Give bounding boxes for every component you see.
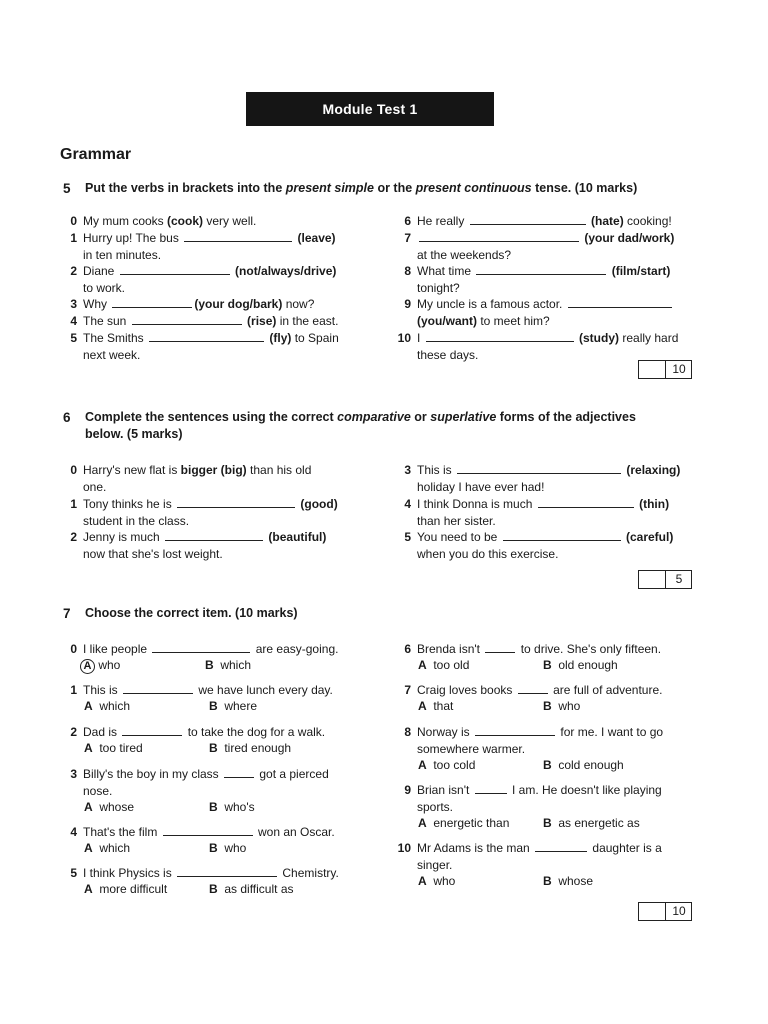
item-text-line2: at the weekends? xyxy=(417,247,512,262)
answer-blank[interactable] xyxy=(224,768,254,778)
instr-italic: present simple xyxy=(285,181,374,195)
answer-blank[interactable] xyxy=(518,684,548,694)
option-b-letter[interactable]: B xyxy=(209,882,218,896)
item-text: What time xyxy=(417,264,475,278)
option-b-text: whose xyxy=(558,874,594,888)
instr-text: Put the verbs in brackets into the xyxy=(85,181,286,195)
item-number: 1 xyxy=(70,497,77,511)
item-text: than his old xyxy=(246,463,312,477)
answer-blank[interactable] xyxy=(426,332,574,342)
option-a-letter[interactable]: A xyxy=(84,741,93,755)
verb-hint: (hate) xyxy=(591,214,624,228)
item-text: I think Physics is xyxy=(83,866,172,880)
item-text: I think Donna is much xyxy=(417,497,536,511)
option-a-letter[interactable]: A xyxy=(84,882,93,896)
option-b-letter[interactable]: B xyxy=(543,658,552,672)
answer-blank[interactable] xyxy=(503,531,621,541)
item-text: really hard xyxy=(619,331,679,345)
option-a-letter[interactable]: A xyxy=(84,699,93,713)
verb-hint: (cook) xyxy=(167,214,204,228)
item-text-line2: student in the class. xyxy=(83,513,190,528)
item-text: I xyxy=(417,331,424,345)
verb-hint: (fly) xyxy=(269,331,292,345)
verb-hint: (leave) xyxy=(297,231,336,245)
item-number: 7 xyxy=(404,683,411,697)
exercise-number: 5 xyxy=(63,181,71,196)
answer-blank[interactable] xyxy=(120,265,230,275)
item-number: 1 xyxy=(70,231,77,245)
option-b-text: where xyxy=(224,699,258,713)
option-a-text: which xyxy=(99,699,131,713)
option-b-letter[interactable]: B xyxy=(543,699,552,713)
item-number: 9 xyxy=(404,297,411,311)
item-text-line2: in ten minutes. xyxy=(83,247,162,262)
item-text-line2: to work. xyxy=(83,280,126,295)
item-text: Harry's new flat is xyxy=(83,463,181,477)
item-text-line2: singer. xyxy=(417,857,453,872)
item-number: 8 xyxy=(404,725,411,739)
exercise-number: 7 xyxy=(63,606,71,621)
item-text: I like people xyxy=(83,642,148,656)
instr-text: Complete the sentences using the correct xyxy=(85,410,338,424)
option-a-text: that xyxy=(433,699,454,713)
item-text: Mr Adams is the man xyxy=(417,841,530,855)
adjective-hint: (thin) xyxy=(639,497,670,511)
item-number: 2 xyxy=(70,264,77,278)
item-text: now? xyxy=(282,297,315,311)
instr-text: forms of the adjectives xyxy=(496,410,636,424)
item-text: very well. xyxy=(203,214,257,228)
item-text: Dad is xyxy=(83,725,118,739)
item-text-line2: than her sister. xyxy=(417,513,496,528)
option-b-text: cold enough xyxy=(558,758,624,772)
adjective-hint: (careful) xyxy=(625,530,674,544)
item-text-line2: nose. xyxy=(83,783,113,798)
item-text-line2: sports. xyxy=(417,799,454,814)
verb-hint: (not/always/drive) xyxy=(235,264,337,278)
option-a-text: whose xyxy=(99,800,135,814)
item-text-line2: tonight? xyxy=(417,280,460,295)
item-number: 4 xyxy=(70,825,77,839)
item-text: in the east. xyxy=(276,314,339,328)
option-a-letter[interactable]: A xyxy=(418,658,427,672)
verb-hint: (your dad/work) xyxy=(584,231,675,245)
answer-blank[interactable] xyxy=(112,298,192,308)
item-number: 5 xyxy=(404,530,411,544)
instr-italic: superlative xyxy=(430,410,497,424)
item-text: Why xyxy=(83,297,111,311)
item-text-line2: now that she's lost weight. xyxy=(83,546,223,561)
instr-text: Choose the correct item. (10 marks) xyxy=(85,606,298,620)
ex6-score-box[interactable] xyxy=(638,570,692,589)
module-title: Module Test 1 xyxy=(322,101,418,117)
answer-blank[interactable] xyxy=(122,726,182,736)
item-text: Chemistry. xyxy=(282,866,339,880)
item-number: 6 xyxy=(404,214,411,228)
item-text: Hurry up! The bus xyxy=(83,231,183,245)
adjective-hint: (good) xyxy=(300,497,338,511)
instr-text: or xyxy=(410,410,431,424)
instr-italic: present continuous xyxy=(415,181,532,195)
answer-blank[interactable] xyxy=(485,643,515,653)
instr-italic: comparative xyxy=(337,410,411,424)
option-b-letter[interactable]: B xyxy=(209,800,218,814)
item-text: daughter is a xyxy=(592,841,662,855)
item-text: for me. I want to go xyxy=(560,725,664,739)
item-text: Diane xyxy=(83,264,118,278)
option-b-text: who xyxy=(558,699,581,713)
item-text: This is xyxy=(417,463,456,477)
ex7-score-box[interactable] xyxy=(638,902,692,921)
answer-blank[interactable] xyxy=(419,232,579,242)
item-text: cooking! xyxy=(623,214,672,228)
option-a-text: who xyxy=(98,658,121,672)
item-text: Norway is xyxy=(417,725,470,739)
item-text: to Spain xyxy=(291,331,339,345)
adjective-hint: (relaxing) xyxy=(626,463,681,477)
adjective-hint: (beautiful) xyxy=(268,530,327,544)
item-text: You need to be xyxy=(417,530,501,544)
verb-hint: (study) xyxy=(579,331,620,345)
item-text: The sun xyxy=(83,314,130,328)
example-answer: bigger xyxy=(180,463,218,477)
item-text: to drive. She's only fifteen. xyxy=(520,642,662,656)
item-number: 4 xyxy=(404,497,411,511)
option-b-letter[interactable]: B xyxy=(543,758,552,772)
verb-hint: (film/start) xyxy=(611,264,671,278)
answer-blank[interactable] xyxy=(152,643,250,653)
item-text: Brenda isn't xyxy=(417,642,480,656)
option-b-letter[interactable]: B xyxy=(205,658,214,672)
item-number: 2 xyxy=(70,530,77,544)
answer-blank[interactable] xyxy=(132,315,242,325)
item-text: won an Oscar. xyxy=(258,825,335,839)
answer-blank[interactable] xyxy=(476,265,606,275)
max-score: 10 xyxy=(665,361,692,378)
module-title-banner xyxy=(246,92,494,126)
item-text: are full of adventure. xyxy=(553,683,663,697)
option-a-text: energetic than xyxy=(433,816,510,830)
item-number: 0 xyxy=(70,463,77,477)
option-a-text: which xyxy=(99,841,131,855)
item-number: 3 xyxy=(404,463,411,477)
item-number: 7 xyxy=(404,231,411,245)
item-text: are easy-going. xyxy=(255,642,339,656)
ex5-score-box[interactable] xyxy=(638,360,692,379)
option-a-letter[interactable]: A xyxy=(418,758,427,772)
option-b-letter[interactable]: B xyxy=(543,874,552,888)
answer-blank[interactable] xyxy=(568,298,672,308)
item-number: 0 xyxy=(70,642,77,656)
option-a-text: too tired xyxy=(99,741,143,755)
item-number: 5 xyxy=(70,866,77,880)
answer-blank[interactable] xyxy=(177,498,295,508)
option-a-letter[interactable]: A xyxy=(84,841,93,855)
answer-blank[interactable] xyxy=(475,726,555,736)
item-number: 6 xyxy=(404,642,411,656)
item-text-line2: somewhere warmer. xyxy=(417,741,526,756)
max-score: 5 xyxy=(665,571,692,588)
option-b-text: who xyxy=(224,841,247,855)
item-text: My mum cooks xyxy=(83,214,168,228)
item-number: 8 xyxy=(404,264,411,278)
exercise-number: 6 xyxy=(63,410,71,425)
item-text: to take the dog for a walk. xyxy=(187,725,326,739)
answer-blank[interactable] xyxy=(457,464,621,474)
item-text: Jenny is much xyxy=(83,530,164,544)
max-score: 10 xyxy=(665,903,692,920)
option-b-text: old enough xyxy=(558,658,618,672)
item-text: I am. He doesn't like playing xyxy=(512,783,662,797)
answer-blank[interactable] xyxy=(163,826,253,836)
option-b-letter[interactable]: B xyxy=(209,741,218,755)
option-b-letter[interactable]: B xyxy=(209,699,218,713)
option-b-text: tired enough xyxy=(224,741,292,755)
item-number: 3 xyxy=(70,767,77,781)
option-a-letter[interactable]: A xyxy=(418,874,427,888)
item-text: That's the film xyxy=(83,825,158,839)
option-a-text: more difficult xyxy=(99,882,168,896)
item-number: 3 xyxy=(70,297,77,311)
answer-blank[interactable] xyxy=(184,232,292,242)
instr-text: below. (5 marks) xyxy=(85,427,183,441)
answer-blank[interactable] xyxy=(177,867,277,877)
item-text: This is xyxy=(83,683,118,697)
option-b-letter[interactable]: B xyxy=(543,816,552,830)
item-text: He really xyxy=(417,214,468,228)
item-number: 9 xyxy=(404,783,411,797)
option-a-letter[interactable]: A xyxy=(418,699,427,713)
item-number: 4 xyxy=(70,314,77,328)
item-number: 1 xyxy=(70,683,77,697)
answer-blank[interactable] xyxy=(535,842,587,852)
verb-hint: (your dog/bark) xyxy=(194,297,283,311)
item-text: got a pierced xyxy=(259,767,329,781)
item-text: Tony thinks he is xyxy=(83,497,176,511)
answer-blank[interactable] xyxy=(538,498,634,508)
option-b-text: as difficult as xyxy=(224,882,294,896)
item-number: 2 xyxy=(70,725,77,739)
instr-text: tense. (10 marks) xyxy=(531,181,638,195)
item-text: Brian isn't xyxy=(417,783,470,797)
option-b-text: as energetic as xyxy=(558,816,640,830)
item-text-line2: next week. xyxy=(83,347,141,362)
option-a-text: too cold xyxy=(433,758,476,772)
item-text-line2: one. xyxy=(83,479,107,494)
item-number: 0 xyxy=(70,214,77,228)
item-text: The Smiths xyxy=(83,331,148,345)
instr-text: or the xyxy=(373,181,416,195)
option-a-text: too old xyxy=(433,658,470,672)
answer-blank[interactable] xyxy=(123,684,193,694)
item-text: we have lunch every day. xyxy=(198,683,333,697)
grammar-heading: Grammar xyxy=(60,146,132,163)
verb-hint: (you/want) xyxy=(417,313,477,328)
answer-blank[interactable] xyxy=(475,784,507,794)
answer-blank[interactable] xyxy=(470,215,586,225)
item-text-line2: these days. xyxy=(417,347,479,362)
option-a-text: who xyxy=(433,874,456,888)
item-number: 10 xyxy=(397,841,411,855)
answer-blank[interactable] xyxy=(165,531,263,541)
adjective-hint: (big) xyxy=(220,463,247,477)
option-b-letter[interactable]: B xyxy=(209,841,218,855)
option-a-letter[interactable]: A xyxy=(418,816,427,830)
item-text: Craig loves books xyxy=(417,683,513,697)
item-text-line2: when you do this exercise. xyxy=(417,546,559,561)
item-text: Billy's the boy in my class xyxy=(83,767,219,781)
circled-answer-a[interactable]: A xyxy=(80,659,95,674)
verb-hint: (rise) xyxy=(247,314,277,328)
option-b-text: who's xyxy=(224,800,255,814)
item-number: 5 xyxy=(70,331,77,345)
option-b-text: which xyxy=(220,658,252,672)
item-text-line2: to meet him? xyxy=(477,313,550,328)
item-text-line2: holiday I have ever had! xyxy=(417,479,545,494)
option-a-letter[interactable]: A xyxy=(84,800,93,814)
item-number: 10 xyxy=(397,331,411,345)
item-text: My uncle is a famous actor. xyxy=(417,297,566,311)
answer-blank[interactable] xyxy=(149,332,264,342)
